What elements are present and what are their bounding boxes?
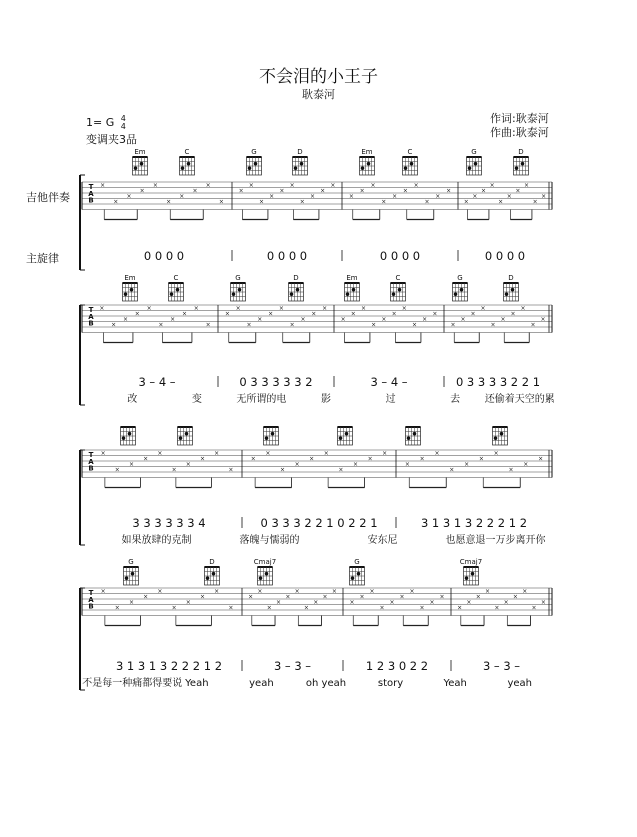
notation-measure: 0 0 0 0 bbox=[143, 249, 185, 263]
chord-diagram bbox=[406, 427, 421, 445]
tab-letter: B bbox=[88, 602, 94, 611]
chord-name: D bbox=[293, 274, 299, 282]
tab-note: × bbox=[503, 598, 509, 606]
tab-note: × bbox=[475, 593, 481, 601]
tab-note: × bbox=[523, 181, 530, 189]
notation-measure: 0 0 0 0 bbox=[484, 249, 526, 263]
notation-measure: 0 0 0 0 bbox=[266, 249, 308, 263]
tab-note: × bbox=[382, 449, 388, 457]
tab-note: × bbox=[322, 593, 328, 601]
chord-name: D bbox=[209, 558, 215, 566]
tab-note: × bbox=[381, 315, 387, 323]
lyricist-credit: 作词:耿泰河 bbox=[490, 112, 549, 125]
tab-note: × bbox=[498, 198, 504, 206]
lyric-text: 过 bbox=[385, 394, 396, 405]
tab-note: × bbox=[489, 181, 495, 189]
tab-note: × bbox=[114, 604, 120, 612]
tab-note: × bbox=[350, 310, 356, 318]
tab-note: × bbox=[303, 604, 309, 612]
tab-note: × bbox=[278, 304, 284, 312]
tab-note: × bbox=[257, 587, 263, 595]
tab-note: × bbox=[359, 593, 365, 601]
tab-note: × bbox=[508, 466, 514, 474]
guitar-part-label: 吉他伴奏 bbox=[26, 191, 70, 204]
tab-note: × bbox=[512, 593, 518, 601]
key-label: 1= G bbox=[86, 116, 115, 129]
chord-diagram bbox=[264, 427, 279, 445]
artist-name: 耿泰河 bbox=[302, 88, 335, 101]
notation-measure: 3 – 4 – bbox=[138, 375, 176, 389]
tab-note: × bbox=[460, 315, 466, 323]
chord-diagram bbox=[467, 148, 482, 175]
notation-measure: 3 1 3 1 3 2 2 2 1 2 bbox=[115, 659, 223, 673]
lyric-text: 去 bbox=[450, 394, 461, 405]
tab-note: × bbox=[369, 587, 375, 595]
notation-measure: 0 0 0 0 bbox=[379, 249, 421, 263]
tab-note: × bbox=[171, 604, 177, 612]
chord-diagram bbox=[514, 148, 529, 175]
chord-diagram bbox=[293, 148, 308, 175]
tab-note: × bbox=[434, 449, 440, 457]
notation-measure: 3 3 3 3 3 3 4 bbox=[132, 516, 206, 530]
tab-note: × bbox=[126, 192, 132, 200]
tab-letter: A bbox=[88, 595, 94, 604]
chord-diagram bbox=[123, 274, 138, 301]
tab-note: × bbox=[185, 460, 191, 468]
tab-note: × bbox=[494, 604, 500, 612]
chord-diagram bbox=[205, 558, 220, 585]
tab-note: × bbox=[480, 304, 486, 312]
lyric-text: yeah bbox=[507, 678, 532, 689]
tab-note: × bbox=[157, 449, 163, 457]
notation-measure: 3 1 3 1 3 2 2 2 1 2 bbox=[420, 516, 528, 530]
lyric-text: 如果放肆的克制 bbox=[121, 535, 192, 546]
tab-note: × bbox=[409, 587, 415, 595]
tab-note: × bbox=[157, 587, 163, 595]
tab-note: × bbox=[510, 310, 516, 318]
notation-measure: 3 – 4 – bbox=[370, 375, 408, 389]
tab-note: × bbox=[340, 315, 346, 323]
tab-note: × bbox=[100, 181, 106, 189]
tab-note: × bbox=[389, 598, 395, 606]
tab-note: × bbox=[289, 181, 295, 189]
notation-measure: 3 – 3 – bbox=[482, 659, 521, 673]
tab-note: × bbox=[530, 321, 536, 329]
tab-note: × bbox=[522, 587, 528, 595]
tab-note: × bbox=[472, 192, 478, 200]
notation-measure: 3 – 3 – bbox=[273, 659, 312, 673]
chord-name: Cmaj7 bbox=[459, 558, 483, 566]
tab-note: × bbox=[419, 604, 425, 612]
tab-letter: T bbox=[88, 183, 94, 192]
tab-note: × bbox=[266, 604, 272, 612]
chord-name: G bbox=[354, 558, 360, 566]
tab-note: × bbox=[143, 593, 149, 601]
tab-note: × bbox=[170, 315, 176, 323]
tab-note: × bbox=[134, 310, 140, 318]
chord-diagram bbox=[360, 148, 375, 175]
tab-note: × bbox=[228, 604, 234, 612]
tab-note: × bbox=[268, 310, 274, 318]
chord-diagram bbox=[403, 148, 418, 175]
tab-note: × bbox=[279, 466, 286, 474]
tab-note: × bbox=[506, 192, 512, 200]
melody-part-label: 主旋律 bbox=[26, 252, 59, 265]
tab-note: × bbox=[320, 187, 326, 195]
tab-note: × bbox=[248, 181, 254, 189]
tab-note: × bbox=[323, 449, 329, 457]
time-signature-bottom: 4 bbox=[120, 122, 126, 131]
lyric-text: 安东尼 bbox=[367, 535, 398, 546]
tab-note: × bbox=[113, 198, 119, 206]
chord-name: G bbox=[251, 148, 257, 156]
tab-letter: T bbox=[88, 306, 94, 315]
tab-note: × bbox=[411, 321, 418, 329]
tab-note: × bbox=[404, 460, 410, 468]
chord-diagram bbox=[493, 427, 508, 445]
tab-note: × bbox=[360, 304, 367, 312]
tab-letter: B bbox=[88, 196, 94, 205]
lyric-text: 落魄与懦弱的 bbox=[239, 535, 300, 546]
tab-note: × bbox=[367, 455, 373, 463]
chord-diagram bbox=[391, 274, 406, 301]
lyric-text: 不是每一种痛都得要说 bbox=[82, 678, 183, 689]
tab-note: × bbox=[294, 460, 300, 468]
tab-note: × bbox=[114, 466, 120, 474]
tab-note: × bbox=[192, 187, 198, 195]
tab-note: × bbox=[289, 321, 295, 329]
tab-note: × bbox=[450, 321, 456, 329]
chord-name: Em bbox=[134, 148, 146, 156]
tab-note: × bbox=[100, 449, 106, 457]
chord-diagram bbox=[231, 274, 246, 301]
chord-diagram bbox=[247, 148, 262, 175]
lyric-text: Yeah bbox=[185, 678, 209, 689]
tab-note: × bbox=[532, 198, 538, 206]
tab-note: × bbox=[538, 455, 544, 463]
song-title: 不会泪的小王子 bbox=[259, 67, 378, 87]
tab-note: × bbox=[269, 192, 275, 200]
tab-note: × bbox=[309, 192, 316, 200]
tab-note: × bbox=[224, 310, 230, 318]
tab-note: × bbox=[540, 315, 546, 323]
chord-name: G bbox=[457, 274, 463, 282]
tab-note: × bbox=[299, 198, 305, 206]
tab-note: × bbox=[493, 449, 499, 457]
tab-letter: A bbox=[88, 312, 94, 321]
chord-diagram bbox=[254, 558, 276, 585]
chord-name: C bbox=[173, 274, 179, 282]
tab-note: × bbox=[379, 604, 385, 612]
tab-note: × bbox=[279, 187, 285, 195]
lyric-text: 改 bbox=[127, 394, 138, 405]
tab-note: × bbox=[432, 310, 438, 318]
chord-diagram bbox=[124, 558, 139, 585]
tab-note: × bbox=[235, 304, 241, 312]
tab-note: × bbox=[248, 593, 254, 601]
tab-note: × bbox=[185, 598, 191, 606]
tab-note: × bbox=[265, 449, 271, 457]
tab-note: × bbox=[446, 187, 452, 195]
lyric-text: 也愿意退一万步离开你 bbox=[445, 535, 546, 546]
tab-note: × bbox=[330, 181, 336, 189]
chord-name: D bbox=[518, 148, 524, 156]
chord-name: C bbox=[407, 148, 413, 156]
tab-note: × bbox=[179, 192, 185, 200]
tab-note: × bbox=[199, 455, 206, 463]
tab-note: × bbox=[439, 593, 445, 601]
lyric-text: 还偷着天空的累 bbox=[484, 394, 555, 405]
chord-diagram bbox=[345, 274, 360, 301]
notation-measure: 0 3 3 3 3 2 2 1 bbox=[455, 375, 541, 389]
tab-note: × bbox=[490, 321, 496, 329]
tab-note: × bbox=[457, 604, 463, 612]
tab-note: × bbox=[399, 593, 405, 601]
tab-note: × bbox=[193, 304, 199, 312]
tab-note: × bbox=[391, 310, 397, 318]
tab-note: × bbox=[143, 455, 149, 463]
tab-letter: B bbox=[88, 319, 94, 328]
tab-note: × bbox=[139, 187, 145, 195]
tab-note: × bbox=[381, 198, 387, 206]
chord-diagram bbox=[178, 427, 193, 445]
tab-note: × bbox=[311, 310, 317, 318]
tab-note: × bbox=[199, 593, 206, 601]
lyric-text: oh yeah bbox=[305, 678, 347, 689]
tab-note: × bbox=[250, 455, 256, 463]
tab-note: × bbox=[515, 187, 521, 195]
chord-diagram bbox=[350, 558, 365, 585]
tab-note: × bbox=[146, 304, 152, 312]
tab-note: × bbox=[463, 198, 469, 206]
chord-name: G bbox=[471, 148, 477, 156]
tab-note: × bbox=[99, 304, 105, 312]
notation-measure: 0 3 3 3 3 3 2 bbox=[239, 375, 313, 389]
tab-note: × bbox=[246, 321, 252, 329]
tab-note: × bbox=[122, 315, 129, 323]
tab-note: × bbox=[392, 192, 398, 200]
chord-diagram bbox=[460, 558, 482, 585]
time-signature-top: 4 bbox=[120, 114, 126, 123]
tab-note: × bbox=[540, 598, 546, 606]
tab-note: × bbox=[128, 460, 135, 468]
tab-note: × bbox=[152, 181, 158, 189]
tab-note: × bbox=[294, 587, 300, 595]
chord-diagram bbox=[169, 274, 184, 301]
tab-note: × bbox=[158, 321, 164, 329]
tab-note: × bbox=[349, 598, 355, 606]
tab-note: × bbox=[370, 181, 376, 189]
tab-note: × bbox=[422, 315, 428, 323]
tab-note: × bbox=[285, 593, 291, 601]
tab-note: × bbox=[228, 466, 234, 474]
tab-note: × bbox=[100, 587, 106, 595]
tab-note: × bbox=[181, 310, 188, 318]
lyric-text: 影 bbox=[321, 394, 331, 405]
capo-note: 变调夹3品 bbox=[86, 133, 137, 146]
chord-diagram bbox=[121, 427, 136, 445]
notation-measure: 1 2 3 0 2 2 bbox=[365, 659, 429, 673]
tab-note: × bbox=[464, 460, 470, 468]
tab-note: × bbox=[352, 460, 359, 468]
tab-note: × bbox=[520, 304, 526, 312]
tab-note: × bbox=[478, 455, 484, 463]
tab-note: × bbox=[309, 455, 315, 463]
tab-note: × bbox=[531, 604, 537, 612]
tab-note: × bbox=[214, 449, 220, 457]
tab-note: × bbox=[429, 598, 435, 606]
tab-note: × bbox=[413, 181, 419, 189]
tab-letter: B bbox=[88, 464, 94, 473]
chord-diagram bbox=[504, 274, 519, 301]
tab-note: × bbox=[111, 321, 117, 329]
tab-note: × bbox=[424, 198, 430, 206]
chord-name: Em bbox=[346, 274, 358, 282]
lyric-text: story bbox=[377, 678, 404, 689]
tab-note: × bbox=[348, 192, 354, 200]
chord-name: Em bbox=[361, 148, 373, 156]
tab-note: × bbox=[480, 187, 487, 195]
tab-note: × bbox=[171, 466, 177, 474]
tab-note: × bbox=[401, 304, 407, 312]
chord-name: G bbox=[235, 274, 241, 282]
tab-note: × bbox=[313, 598, 319, 606]
chord-name: C bbox=[184, 148, 190, 156]
chord-name: G bbox=[128, 558, 134, 566]
composer-credit: 作曲:耿泰河 bbox=[490, 126, 549, 139]
chord-diagram bbox=[453, 274, 468, 301]
tab-note: × bbox=[371, 321, 377, 329]
tab-note: × bbox=[258, 198, 265, 206]
tab-note: × bbox=[205, 181, 211, 189]
tab-note: × bbox=[359, 187, 365, 195]
tab-note: × bbox=[257, 315, 263, 323]
tab-note: × bbox=[485, 587, 491, 595]
notation-measure: 0 3 3 3 2 2 1 0 2 2 1 bbox=[260, 516, 378, 530]
tab-letter: A bbox=[88, 457, 94, 466]
chord-diagram bbox=[180, 148, 195, 175]
tab-note: × bbox=[218, 198, 224, 206]
chord-name: C bbox=[395, 274, 401, 282]
tab-letter: T bbox=[88, 451, 94, 460]
chord-diagram bbox=[289, 274, 304, 301]
tab-note: × bbox=[466, 598, 472, 606]
tab-note: × bbox=[541, 192, 547, 200]
tab-note: × bbox=[500, 315, 506, 323]
tab-note: × bbox=[300, 315, 306, 323]
lyric-text: Yeah bbox=[443, 678, 467, 689]
lyric-text: yeah bbox=[249, 678, 274, 689]
chord-diagram bbox=[133, 148, 148, 175]
tab-letter: A bbox=[88, 189, 94, 198]
tab-note: × bbox=[435, 192, 441, 200]
chord-name: D bbox=[508, 274, 514, 282]
chord-diagram bbox=[338, 427, 353, 445]
tab-note: × bbox=[166, 198, 172, 206]
tab-note: × bbox=[470, 310, 476, 318]
tab-note: × bbox=[419, 455, 425, 463]
chord-name: Em bbox=[124, 274, 136, 282]
tab-note: × bbox=[238, 187, 244, 195]
chord-name: D bbox=[297, 148, 303, 156]
chord-name: Cmaj7 bbox=[253, 558, 277, 566]
tab-letter: T bbox=[88, 589, 94, 598]
tab-note: × bbox=[523, 460, 529, 468]
tab-note: × bbox=[214, 587, 220, 595]
tab-note: × bbox=[128, 598, 135, 606]
tab-note: × bbox=[331, 587, 337, 595]
tab-note: × bbox=[449, 466, 455, 474]
lyric-text: 变 bbox=[191, 394, 202, 405]
lyric-text: 无所谓的电 bbox=[236, 394, 287, 405]
tab-note: × bbox=[402, 187, 408, 195]
tab-note: × bbox=[338, 466, 344, 474]
tab-note: × bbox=[322, 304, 328, 312]
tab-note: × bbox=[276, 598, 282, 606]
tab-note: × bbox=[205, 321, 211, 329]
